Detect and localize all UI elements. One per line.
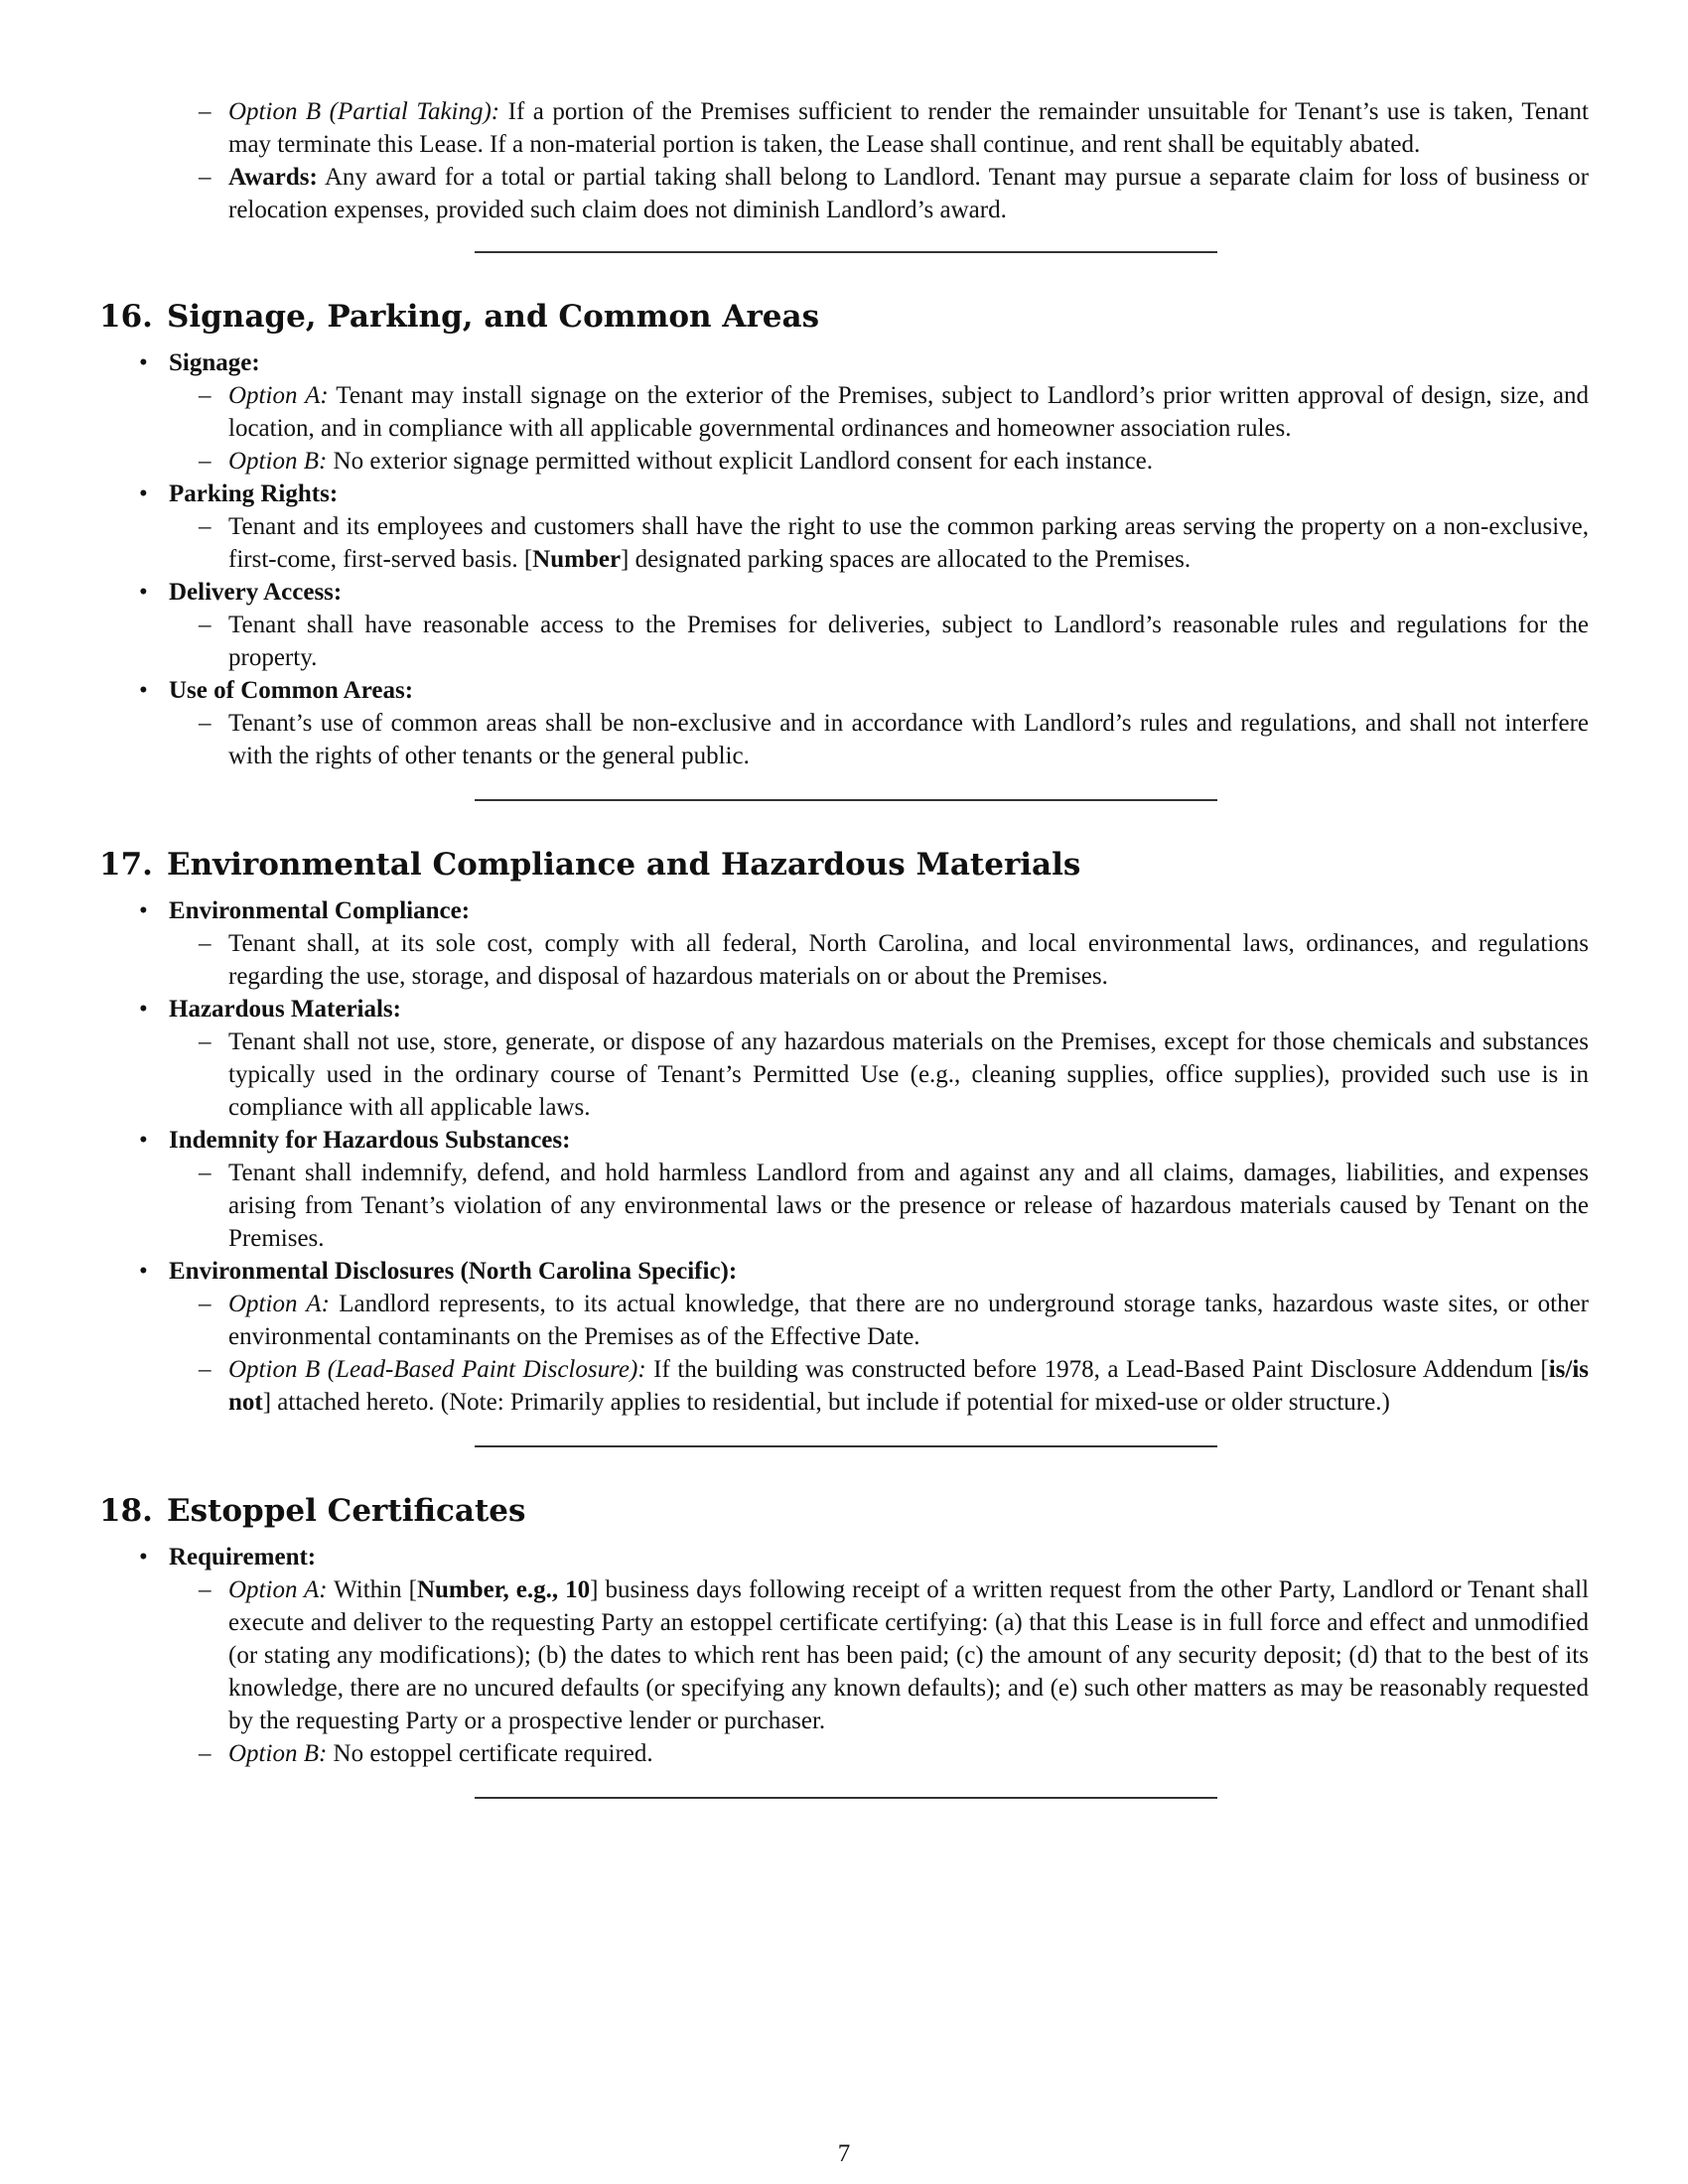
parking-label: Parking Rights: <box>169 480 339 507</box>
section-17-heading: 17. Environmental Compliance and Hazardous Materials <box>99 847 1081 883</box>
signage-label: Signage: <box>169 349 260 376</box>
section-16-body <box>99 346 1589 772</box>
list-item: – Option B (Partial Taking): If a portion of the Premises sufficient to render the remainder unsuitable for Tenant’s use is taken, Tenant may terminate this Lease. If a non-material portion is taken, the Lease shall continue, and rent shall be equitably abated. <box>228 95 1589 161</box>
section-15-continuation <box>99 95 1589 226</box>
list-item <box>139 346 1589 478</box>
section-18-body <box>99 1541 1589 1770</box>
dash-marker: – <box>199 98 211 125</box>
section-16-heading: 16. Signage, Parking, and Common Areas <box>99 299 820 335</box>
page-number: 7 <box>837 2140 851 2167</box>
list-item: • Parking Rights: – Tenant and its employees and customers shall have the right to use the common parking areas serving the property on a non-exclusive, first-come, first-served basis. [Number] designated parking spaces are allocated to the Premises. <box>169 478 1589 576</box>
list-item: – Option A: Tenant may install signage on the exterior of the Premises, subject to Landlord’s prior written approval of design, size, and location, and in compliance with all applicable governmental ordinances and homeowner association rules. <box>199 382 1589 442</box>
list-item: – Tenant shall indemnify, defend, and hold harmless Landlord from and against any and all claims, damages, liabilities, and expenses arising from Tenant’s violation of any environmental laws or the presence or release of hazardous materials caused by Tenant on the Premises. <box>199 1160 1589 1252</box>
list-item: • Hazardous Materials: – Tenant shall not use, store, generate, or dispose of any hazardous materials on the Premises, except for those chemicals and substances typically used in the ordinary course of Tenant’s Permitted Use (e.g., cleaning supplies, office supplies), provided such use is in compliance with all applicable laws. <box>169 993 1589 1124</box>
list-item: – Option B (Lead-Based Paint Disclosure): If the building was constructed before 1978, a Lead-Based Paint Disclosure Addendum [is/is not] attached hereto. (Note: Primarily applies to residential, but include if potential for mixed-use or older structure.) <box>199 1356 1589 1416</box>
list-item: • Environmental Disclosures (North Carolina Specific): – Option A: Landlord represents, to its actual knowledge, that there are no underground storage tanks, hazardous waste sites, or other environmental contaminants on the Premises as of the Effective Date. – Option B (Lead-Based Paint Disclosure): If the building was constructed before 1978, a Lead-Based Paint Disclosure Addendum [is/is not] attached hereto. (Note: Primarily applies to residential, but include if potential for mixed-use or older structure.) <box>169 1255 1589 1419</box>
horizontal-rule <box>475 799 1217 801</box>
list-item: – Tenant’s use of common areas shall be non-exclusive and in accordance with Landlord’s rules and regulations, and shall not interfere with the rights of other tenants or the general public. <box>199 710 1589 769</box>
list-item: – Tenant shall not use, store, generate, or dispose of any hazardous materials on the Premises, except for those chemicals and substances typically used in the ordinary course of Tenant’s Permitted Use (e.g., cleaning supplies, office supplies), provided such use is in compliance with all applicable laws. <box>199 1028 1589 1121</box>
bullet-marker: • <box>139 349 148 376</box>
horizontal-rule <box>475 1797 1217 1799</box>
section-18-heading: 18. Estoppel Certificates <box>99 1493 526 1529</box>
list-item: – Option B: No estoppel certificate required. <box>199 1740 653 1767</box>
list-item: • Requirement: – Option A: Within [Number, e.g., 10] business days following receipt of a written request from the other Party, Landlord or Tenant shall execute and deliver to the requesting Party an estoppel certificate certifying: (a) that this Lease is in full force and effect and unmodified (or stating any modifications); (b) the dates to which rent has been paid; (c) the amount of any security deposit; (d) that to the best of its knowledge, there are no uncured defaults (or specifying any known defaults); and (e) such other matters as may be reasonably requested by the requesting Party or a prospective lender or purchaser. – Option B: No estoppel certificate required. <box>169 1541 1589 1770</box>
delivery-label: Delivery Access: <box>169 579 343 606</box>
list-item: – Option B: No exterior signage permitted without explicit Landlord consent for each instance. <box>199 448 1153 475</box>
option-label: Option B (Partial Taking): <box>228 98 500 125</box>
document-content <box>99 95 1589 1799</box>
awards-label: Awards: <box>228 164 318 191</box>
section-17-body <box>99 894 1589 1419</box>
list-item: • Delivery Access: – Tenant shall have reasonable access to the Premises for deliveries, subject to Landlord’s reasonable rules and regulations for the property. <box>169 576 1589 674</box>
list-item: – Tenant and its employees and customers shall have the right to use the common parking areas serving the property on a non-exclusive, first-come, first-served basis. [Number] designated parking spaces are allocated to the Premises. <box>199 513 1589 573</box>
list-item: – Tenant shall have reasonable access to the Premises for deliveries, subject to Landlord’s reasonable rules and regulations for the property. <box>199 612 1589 671</box>
horizontal-rule <box>475 1445 1217 1447</box>
dash-marker: – <box>199 164 211 191</box>
list-item: • Indemnity for Hazardous Substances: – Tenant shall indemnify, defend, and hold harmless Landlord from and against any and all claims, damages, liabilities, and expenses arising from Tenant’s violation of any environmental laws or the presence or release of hazardous materials caused by Tenant on the Premises. <box>169 1124 1589 1255</box>
list-item: – Awards: Any award for a total or partial taking shall belong to Landlord. Tenant may pursue a separate claim for loss of business or relocation expenses, provided such claim does not diminish Landlord’s award. <box>228 161 1589 226</box>
list-item: • Use of Common Areas: – Tenant’s use of common areas shall be non-exclusive and in accordance with Landlord’s rules and regulations, and shall not interfere with the rights of other tenants or the general public. <box>169 674 1589 772</box>
list-item: – Option A: Landlord represents, to its actual knowledge, that there are no underground storage tanks, hazardous waste sites, or other environmental contaminants on the Premises as of the Effective Date. <box>199 1291 1589 1350</box>
horizontal-rule <box>475 251 1217 253</box>
list-item: – Option A: Within [Number, e.g., 10] business days following receipt of a written request from the other Party, Landlord or Tenant shall execute and deliver to the requesting Party an estoppel certificate certifying: (a) that this Lease is in full force and effect and unmodified (or stating any modifications); (b) the dates to which rent has been paid; (c) the amount of any security deposit; (d) that to the best of its knowledge, there are no uncured defaults (or specifying any known defaults); and (e) such other matters as may be reasonably requested by the requesting Party or a prospective lender or purchaser. <box>199 1576 1590 1734</box>
list-item: – Tenant shall, at its sole cost, comply with all federal, North Carolina, and local environmental laws, ordinances, and regulations regarding the use, storage, and disposal of hazardous materials on or about the Premises. <box>199 930 1589 990</box>
common-areas-label: Use of Common Areas: <box>169 677 414 704</box>
list-item: • Environmental Compliance: – Tenant shall, at its sole cost, comply with all federal, North Carolina, and local environmental laws, ordinances, and regulations regarding the use, storage, and disposal of hazardous materials on or about the Premises. <box>169 894 1589 993</box>
